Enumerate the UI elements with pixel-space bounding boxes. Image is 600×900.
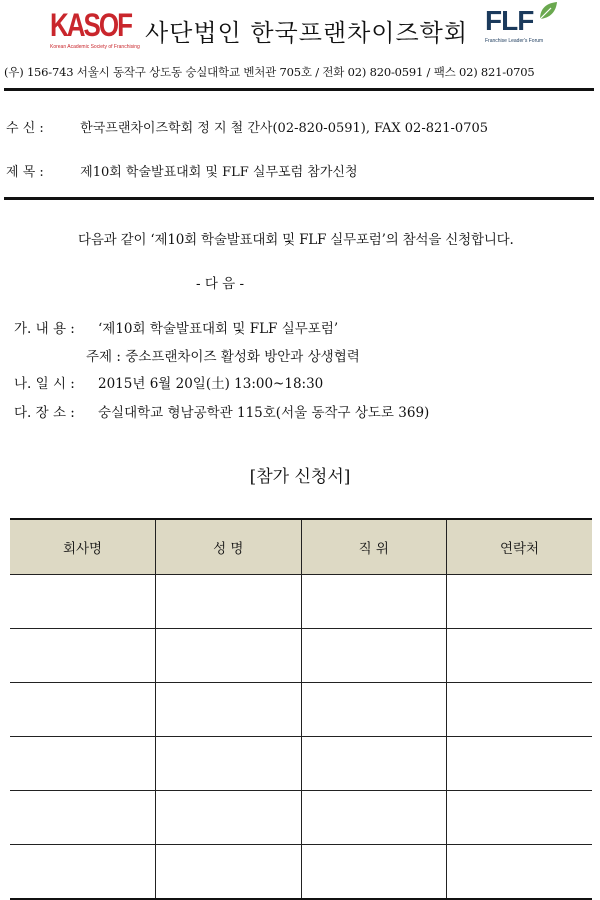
detail-label: 가. 내 용 :: [14, 321, 75, 337]
contact-cell[interactable]: [447, 737, 593, 791]
company-cell[interactable]: [10, 737, 156, 791]
table-row: [10, 683, 592, 737]
table-header-row: [10, 519, 592, 575]
leaf-icon: [537, 0, 559, 22]
position-cell[interactable]: [301, 683, 447, 737]
position-cell[interactable]: [301, 575, 447, 629]
name-cell[interactable]: [156, 737, 302, 791]
table-row: [10, 791, 592, 845]
position-cell[interactable]: [301, 629, 447, 683]
table-row: [10, 575, 592, 629]
recipient-label: 수 신 :: [6, 121, 44, 136]
position-cell[interactable]: [301, 845, 447, 900]
column-header-position: 직 위: [301, 519, 447, 575]
detail-topic: 주제 : 중소프랜차이즈 활성화 방안과 상생협력: [86, 349, 360, 365]
recipient-value: 한국프랜차이즈학회 정 지 철 간사(02-820-0591), FAX 02-821-0705: [80, 121, 489, 136]
section-divider-text: - 다 음 -: [196, 276, 245, 292]
intro-text: 다음과 같이 ‘제10회 학술발표대회 및 FLF 실무포럼’의 참석을 신청합니다.: [78, 232, 514, 248]
kasof-logo-subtext: Korean Academic Society of Franchising: [50, 44, 140, 50]
memo-divider: [4, 197, 594, 200]
table-row: [10, 845, 592, 900]
column-header-company: 회사명: [10, 519, 156, 575]
name-cell[interactable]: [156, 629, 302, 683]
position-cell[interactable]: [301, 737, 447, 791]
name-cell[interactable]: [156, 845, 302, 900]
address-line: (우) 156-743 서울시 동작구 상도동 숭실대학교 벤처관 705호 / 전화 02) 820-0591 / 팩스 02) 821-0705: [4, 65, 535, 79]
name-cell[interactable]: [156, 791, 302, 845]
contact-cell[interactable]: [447, 845, 593, 900]
column-header-name: 성 명: [156, 519, 302, 575]
flf-logo: [485, 6, 585, 50]
company-cell[interactable]: [10, 629, 156, 683]
detail-venue: [14, 401, 429, 421]
flf-logo-subtext: Franchise Leader's Forum: [485, 38, 544, 44]
detail-label: 나. 일 시 :: [14, 376, 75, 392]
table-row: [10, 737, 592, 791]
page-title: 사단법인 한국프랜차이즈학회: [145, 19, 469, 47]
form-title: [참가 신청서]: [249, 467, 351, 487]
table-row: [10, 629, 592, 683]
company-cell[interactable]: [10, 575, 156, 629]
detail-content: [14, 317, 338, 337]
registration-table: [10, 518, 592, 900]
flf-logo-text: FLF: [485, 5, 534, 36]
position-cell[interactable]: [301, 791, 447, 845]
company-cell[interactable]: [10, 791, 156, 845]
contact-cell[interactable]: [447, 791, 593, 845]
column-header-contact: 연락처: [447, 519, 593, 575]
company-cell[interactable]: [10, 845, 156, 900]
name-cell[interactable]: [156, 683, 302, 737]
kasof-logo-text: KASOF: [50, 6, 131, 44]
subject-field: [6, 161, 358, 180]
subject-value: 제10회 학술발표대회 및 FLF 실무포럼 참가신청: [80, 165, 358, 180]
contact-cell[interactable]: [447, 629, 593, 683]
subject-label: 제 목 :: [6, 165, 44, 180]
kasof-logo: [50, 6, 140, 54]
name-cell[interactable]: [156, 575, 302, 629]
recipient-field: [6, 117, 488, 136]
detail-value: 숭실대학교 형남공학관 115호(서울 동작구 상도로 369): [98, 405, 430, 421]
contact-cell[interactable]: [447, 683, 593, 737]
detail-value: 2015년 6월 20일(土) 13:00~18:30: [98, 376, 324, 392]
detail-datetime: [14, 372, 323, 392]
company-cell[interactable]: [10, 683, 156, 737]
detail-value: ‘제10회 학술발표대회 및 FLF 실무포럼’: [98, 321, 339, 337]
contact-cell[interactable]: [447, 575, 593, 629]
detail-label: 다. 장 소 :: [14, 405, 75, 421]
header-divider: [4, 88, 594, 91]
